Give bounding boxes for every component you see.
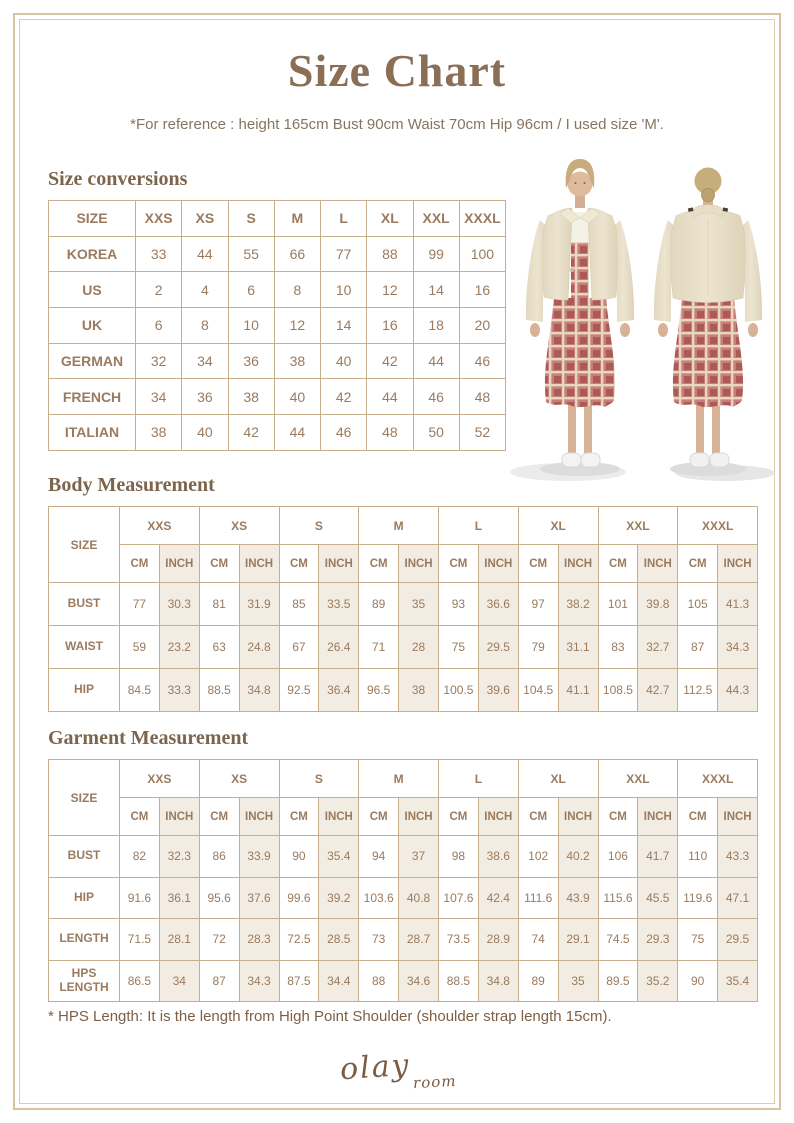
measure-header-row (49, 507, 758, 545)
measure-row-label: LENGTH (49, 919, 120, 961)
measure-size-group: S (279, 507, 359, 545)
measure-cell-cm: 67 (279, 626, 319, 669)
measure-unit-row (49, 798, 758, 836)
measure-cell-inch: 34 (159, 960, 199, 1002)
measure-cell-cm: 89.5 (598, 960, 638, 1002)
measure-cell-cm: 87.5 (279, 960, 319, 1002)
measure-row (49, 669, 758, 712)
conversion-column-header: XS (182, 201, 228, 237)
measure-cell-cm: 72 (199, 919, 239, 961)
model-illustration (510, 150, 778, 485)
measure-size-group: XS (199, 507, 279, 545)
measure-cell-cm: 92.5 (279, 669, 319, 712)
measure-cell-inch: 28.1 (159, 919, 199, 961)
signature-main: olay (338, 1047, 412, 1088)
conversion-cell: 14 (321, 308, 367, 344)
conversion-cell: 38 (274, 343, 320, 379)
measure-unit-cm: CM (598, 545, 638, 583)
measure-unit-inch: INCH (558, 798, 598, 836)
measure-unit-cm: CM (598, 798, 638, 836)
conversion-cell: 44 (274, 415, 320, 451)
conversion-cell: 8 (274, 272, 320, 308)
conversion-cell: 32 (136, 343, 182, 379)
measure-cell-inch: 41.7 (638, 836, 678, 878)
measure-cell-cm: 111.6 (518, 877, 558, 919)
measure-cell-inch: 40.8 (399, 877, 439, 919)
measure-cell-inch: 34.8 (478, 960, 518, 1002)
measure-row-label: HIP (49, 877, 120, 919)
measure-row (49, 626, 758, 669)
measure-unit-inch: INCH (718, 545, 758, 583)
measure-cell-cm: 95.6 (199, 877, 239, 919)
conversion-row (49, 272, 506, 308)
measure-cell-cm: 75 (678, 919, 718, 961)
conversion-cell: 34 (136, 379, 182, 415)
measure-cell-cm: 84.5 (120, 669, 160, 712)
measure-cell-inch: 28.7 (399, 919, 439, 961)
measure-unit-inch: INCH (239, 798, 279, 836)
measure-unit-cm: CM (279, 545, 319, 583)
measure-unit-inch: INCH (638, 798, 678, 836)
measure-cell-inch: 35 (399, 583, 439, 626)
measure-cell-inch: 24.8 (239, 626, 279, 669)
measure-cell-cm: 79 (518, 626, 558, 669)
measure-cell-inch: 39.8 (638, 583, 678, 626)
measure-cell-inch: 34.3 (718, 626, 758, 669)
measure-cell-inch: 42.4 (478, 877, 518, 919)
conversion-cell: 100 (459, 236, 505, 272)
conversion-cell: 42 (367, 343, 413, 379)
conversion-cell: 16 (459, 272, 505, 308)
garment-measurement-section (48, 727, 758, 1002)
measure-cell-inch: 41.1 (558, 669, 598, 712)
measure-row (49, 583, 758, 626)
measure-unit-inch: INCH (159, 545, 199, 583)
conversion-row (49, 379, 506, 415)
conversion-cell: 40 (321, 343, 367, 379)
conversion-cell: 8 (182, 308, 228, 344)
conversion-column-header: S (228, 201, 274, 237)
measure-size-group: XXXL (678, 507, 758, 545)
conversion-cell: 18 (413, 308, 459, 344)
conversion-cell: 6 (228, 272, 274, 308)
measure-unit-cm: CM (199, 798, 239, 836)
reference-note: *For reference : height 165cm Bust 90cm Waist 70cm Hip 96cm / I used size 'M'. (130, 116, 664, 133)
measure-unit-inch: INCH (638, 545, 678, 583)
measure-cell-inch: 33.9 (239, 836, 279, 878)
measure-cell-inch: 36.6 (478, 583, 518, 626)
signature-sub: room (412, 1071, 457, 1093)
measure-cell-cm: 107.6 (439, 877, 479, 919)
measure-cell-cm: 115.6 (598, 877, 638, 919)
measure-cell-cm: 88.5 (199, 669, 239, 712)
conversion-cell: 77 (321, 236, 367, 272)
measure-cell-cm: 72.5 (279, 919, 319, 961)
page-title: Size Chart (287, 45, 507, 96)
conversion-cell: 33 (136, 236, 182, 272)
conversion-row-label: KOREA (49, 236, 136, 272)
measure-cell-inch: 35.2 (638, 960, 678, 1002)
measure-size-group: M (359, 760, 439, 798)
measure-cell-inch: 43.3 (718, 836, 758, 878)
conversion-cell: 4 (182, 272, 228, 308)
body-measurement-heading: Body Measurement (48, 474, 215, 496)
measure-cell-cm: 90 (678, 960, 718, 1002)
measure-size-group: XXS (120, 507, 200, 545)
conversion-column-header: SIZE (49, 201, 136, 237)
measure-cell-inch: 41.3 (718, 583, 758, 626)
conversion-row-label: UK (49, 308, 136, 344)
measure-cell-cm: 112.5 (678, 669, 718, 712)
measure-cell-inch: 35 (558, 960, 598, 1002)
measure-cell-inch: 35.4 (718, 960, 758, 1002)
measure-row-label: HPS LENGTH (49, 960, 120, 1002)
measure-cell-cm: 103.6 (359, 877, 399, 919)
measure-cell-cm: 81 (199, 583, 239, 626)
measure-cell-cm: 100.5 (439, 669, 479, 712)
measure-cell-cm: 108.5 (598, 669, 638, 712)
measure-unit-cm: CM (279, 798, 319, 836)
measure-unit-cm: CM (199, 545, 239, 583)
measure-cell-inch: 38 (399, 669, 439, 712)
conversion-cell: 99 (413, 236, 459, 272)
measure-size-group: S (279, 760, 359, 798)
body-measurement-table (48, 506, 758, 712)
measure-unit-inch: INCH (319, 798, 359, 836)
measure-cell-inch: 31.1 (558, 626, 598, 669)
conversion-cell: 52 (459, 415, 505, 451)
measure-cell-cm: 59 (120, 626, 160, 669)
measure-cell-inch: 34.6 (399, 960, 439, 1002)
conversion-column-header: L (321, 201, 367, 237)
size-conversions-table (48, 200, 506, 451)
measure-cell-inch: 36.4 (319, 669, 359, 712)
measure-cell-inch: 37.6 (239, 877, 279, 919)
measure-size-group: XXXL (678, 760, 758, 798)
model-figures (510, 150, 778, 485)
measure-unit-cm: CM (120, 798, 160, 836)
measure-unit-cm: CM (518, 798, 558, 836)
conversion-cell: 55 (228, 236, 274, 272)
measure-row (49, 877, 758, 919)
conversion-cell: 14 (413, 272, 459, 308)
measure-unit-inch: INCH (478, 798, 518, 836)
measure-row (49, 919, 758, 961)
measure-cell-inch: 35.4 (319, 836, 359, 878)
garment-measurement-table (48, 759, 758, 1002)
measure-cell-cm: 86 (199, 836, 239, 878)
conversion-cell: 48 (367, 415, 413, 451)
measure-unit-inch: INCH (159, 798, 199, 836)
measure-cell-cm: 77 (120, 583, 160, 626)
measure-size-group: M (359, 507, 439, 545)
measure-cell-cm: 105 (678, 583, 718, 626)
measure-unit-cm: CM (678, 798, 718, 836)
measure-unit-cm: CM (120, 545, 160, 583)
measure-unit-inch: INCH (399, 545, 439, 583)
measure-cell-cm: 85 (279, 583, 319, 626)
measure-size-label: SIZE (49, 507, 120, 583)
measure-cell-cm: 88.5 (439, 960, 479, 1002)
measure-header-row (49, 760, 758, 798)
conversion-cell: 6 (136, 308, 182, 344)
conversion-row-label: FRENCH (49, 379, 136, 415)
conversion-row (49, 343, 506, 379)
measure-unit-cm: CM (678, 545, 718, 583)
measure-cell-inch: 38.6 (478, 836, 518, 878)
measure-cell-inch: 32.7 (638, 626, 678, 669)
conversion-cell: 44 (367, 379, 413, 415)
measure-cell-cm: 74.5 (598, 919, 638, 961)
measure-cell-inch: 45.5 (638, 877, 678, 919)
conversion-row (49, 415, 506, 451)
conversion-row (49, 236, 506, 272)
measure-cell-cm: 89 (359, 583, 399, 626)
measure-size-group: XL (518, 760, 598, 798)
measure-row-label: HIP (49, 669, 120, 712)
measure-cell-cm: 86.5 (120, 960, 160, 1002)
measure-cell-inch: 28.3 (239, 919, 279, 961)
conversion-cell: 44 (182, 236, 228, 272)
measure-unit-inch: INCH (718, 798, 758, 836)
conversion-column-header: XXL (413, 201, 459, 237)
measure-cell-cm: 94 (359, 836, 399, 878)
measure-cell-cm: 99.6 (279, 877, 319, 919)
measure-cell-inch: 43.9 (558, 877, 598, 919)
measure-cell-inch: 29.5 (478, 626, 518, 669)
measure-cell-inch: 28.9 (478, 919, 518, 961)
measure-cell-cm: 73.5 (439, 919, 479, 961)
conversion-row-label: GERMAN (49, 343, 136, 379)
conversion-column-header: XL (367, 201, 413, 237)
conversion-cell: 50 (413, 415, 459, 451)
measure-cell-cm: 83 (598, 626, 638, 669)
measure-size-label: SIZE (49, 760, 120, 836)
measure-cell-inch: 42.7 (638, 669, 678, 712)
measure-cell-cm: 87 (678, 626, 718, 669)
measure-size-group: L (439, 507, 519, 545)
measure-cell-cm: 96.5 (359, 669, 399, 712)
model-back-figure (654, 168, 775, 482)
body-measurement-section (48, 474, 758, 712)
measure-unit-inch: INCH (399, 798, 439, 836)
measure-size-group: XL (518, 507, 598, 545)
conversion-cell: 36 (228, 343, 274, 379)
measure-cell-inch: 28.5 (319, 919, 359, 961)
measure-cell-cm: 91.6 (120, 877, 160, 919)
measure-row-label: BUST (49, 836, 120, 878)
measure-unit-row (49, 545, 758, 583)
measure-unit-inch: INCH (239, 545, 279, 583)
measure-size-group: XXL (598, 760, 678, 798)
conversion-cell: 10 (228, 308, 274, 344)
measure-cell-cm: 87 (199, 960, 239, 1002)
conversion-cell: 46 (413, 379, 459, 415)
measure-unit-inch: INCH (319, 545, 359, 583)
measure-unit-cm: CM (439, 798, 479, 836)
conversion-row-label: US (49, 272, 136, 308)
conversion-cell: 10 (321, 272, 367, 308)
conversion-cell: 38 (228, 379, 274, 415)
measure-cell-inch: 44.3 (718, 669, 758, 712)
conversion-column-header: XXXL (459, 201, 505, 237)
measure-row-label: BUST (49, 583, 120, 626)
conversion-cell: 12 (367, 272, 413, 308)
size-conversions-heading: Size conversions (48, 168, 188, 190)
conversion-cell: 20 (459, 308, 505, 344)
measure-cell-inch: 40.2 (558, 836, 598, 878)
conversion-cell: 16 (367, 308, 413, 344)
conversion-cell: 36 (182, 379, 228, 415)
measure-cell-inch: 30.3 (159, 583, 199, 626)
measure-cell-cm: 63 (199, 626, 239, 669)
conversion-cell: 44 (413, 343, 459, 379)
measure-cell-inch: 32.3 (159, 836, 199, 878)
measure-row (49, 960, 758, 1002)
brand-signature (0, 1047, 794, 1093)
measure-cell-cm: 75 (439, 626, 479, 669)
conversion-row (49, 308, 506, 344)
measure-unit-cm: CM (518, 545, 558, 583)
size-conversions-section (48, 168, 506, 451)
conversion-cell: 66 (274, 236, 320, 272)
measure-cell-inch: 29.1 (558, 919, 598, 961)
measure-cell-inch: 34.8 (239, 669, 279, 712)
conversion-cell: 48 (459, 379, 505, 415)
conversion-cell: 34 (182, 343, 228, 379)
measure-cell-inch: 37 (399, 836, 439, 878)
measure-cell-cm: 110 (678, 836, 718, 878)
measure-cell-cm: 82 (120, 836, 160, 878)
measure-row (49, 836, 758, 878)
measure-unit-cm: CM (359, 545, 399, 583)
measure-cell-inch: 28 (399, 626, 439, 669)
conversion-column-header: M (274, 201, 320, 237)
measure-cell-inch: 39.2 (319, 877, 359, 919)
measure-size-group: XXS (120, 760, 200, 798)
garment-measurement-heading: Garment Measurement (48, 727, 249, 749)
measure-cell-inch: 36.1 (159, 877, 199, 919)
measure-cell-cm: 88 (359, 960, 399, 1002)
conversion-cell: 40 (274, 379, 320, 415)
hps-length-note: * HPS Length: It is the length from High Point Shoulder (shoulder strap length 15cm). (48, 1008, 612, 1025)
conversion-cell: 42 (228, 415, 274, 451)
measure-cell-inch: 33.5 (319, 583, 359, 626)
conversion-row-label: ITALIAN (49, 415, 136, 451)
measure-cell-inch: 34.3 (239, 960, 279, 1002)
conversion-cell: 12 (274, 308, 320, 344)
measure-cell-cm: 119.6 (678, 877, 718, 919)
measure-cell-inch: 38.2 (558, 583, 598, 626)
conversion-cell: 46 (459, 343, 505, 379)
measure-cell-cm: 101 (598, 583, 638, 626)
measure-cell-inch: 23.2 (159, 626, 199, 669)
measure-cell-inch: 31.9 (239, 583, 279, 626)
measure-cell-cm: 73 (359, 919, 399, 961)
measure-cell-cm: 74 (518, 919, 558, 961)
conversion-cell: 40 (182, 415, 228, 451)
measure-size-group: XS (199, 760, 279, 798)
measure-cell-inch: 39.6 (478, 669, 518, 712)
conversion-cell: 42 (321, 379, 367, 415)
conversion-cell: 88 (367, 236, 413, 272)
measure-cell-cm: 106 (598, 836, 638, 878)
measure-cell-cm: 89 (518, 960, 558, 1002)
measure-cell-cm: 97 (518, 583, 558, 626)
measure-cell-inch: 33.3 (159, 669, 199, 712)
measure-cell-inch: 26.4 (319, 626, 359, 669)
measure-unit-cm: CM (359, 798, 399, 836)
conversion-cell: 46 (321, 415, 367, 451)
measure-size-group: L (439, 760, 519, 798)
measure-cell-inch: 34.4 (319, 960, 359, 1002)
conversion-cell: 38 (136, 415, 182, 451)
measure-cell-cm: 98 (439, 836, 479, 878)
measure-cell-inch: 29.3 (638, 919, 678, 961)
measure-unit-inch: INCH (478, 545, 518, 583)
measure-cell-cm: 90 (279, 836, 319, 878)
conversion-cell: 2 (136, 272, 182, 308)
measure-cell-cm: 104.5 (518, 669, 558, 712)
measure-cell-inch: 47.1 (718, 877, 758, 919)
measure-cell-cm: 71 (359, 626, 399, 669)
measure-cell-cm: 93 (439, 583, 479, 626)
measure-unit-cm: CM (439, 545, 479, 583)
measure-cell-cm: 71.5 (120, 919, 160, 961)
measure-cell-inch: 29.5 (718, 919, 758, 961)
model-front-figure (510, 159, 634, 481)
conversion-column-header: XXS (136, 201, 182, 237)
measure-unit-inch: INCH (558, 545, 598, 583)
measure-cell-cm: 102 (518, 836, 558, 878)
measure-size-group: XXL (598, 507, 678, 545)
conversion-header-row (49, 201, 506, 237)
measure-row-label: WAIST (49, 626, 120, 669)
